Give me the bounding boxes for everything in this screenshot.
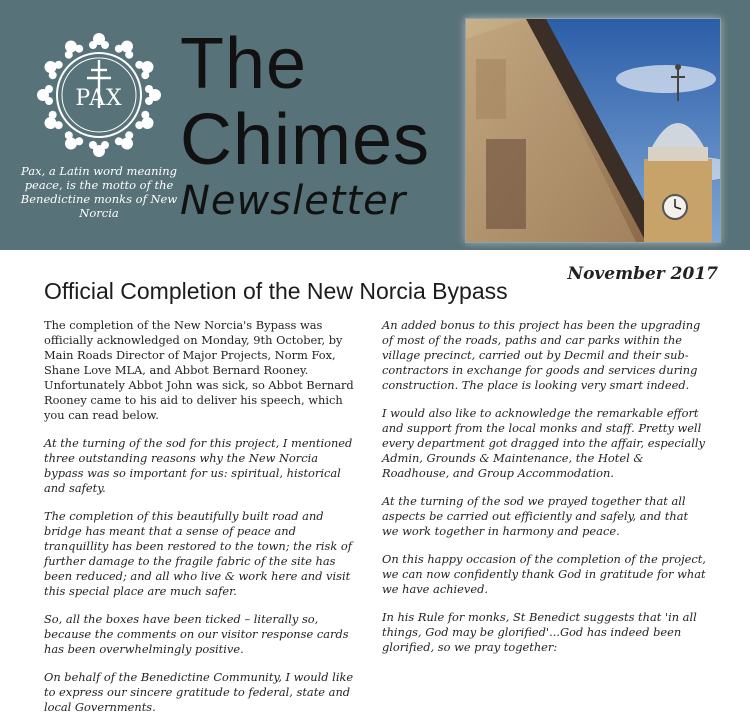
article-paragraph: I would also like to acknowledge the remarkable effort and support from the local monks and staff. Pretty well every department got dragged into the affair, especially Admin, Grounds & Maintenance, the Hotel & Roadhouse, and Group Accommodation. bbox=[382, 406, 705, 480]
article-paragraph: At the turning of the sod for this project, I mentioned three outstanding reasons why the New Norcia bypass was so important for us: spiritual, historical and safety. bbox=[44, 436, 353, 495]
article-paragraph: In his Rule for monks, St Benedict suggests that 'in all things, God may be glorified'...God has indeed been glorified, so we pray together: bbox=[382, 610, 697, 654]
article-paragraph: On behalf of the Benedictine Community, I would like to express our sincere gratitude to federal, state and local Governments. bbox=[44, 670, 354, 714]
article-paragraph: The completion of this beautifully built road and bridge has meant that a sense of peace and tranquillity has been restored to the town; the risk of further damage to the fragile fabric of the site has been reduced; and all who live & work here and visit this special place are much safer. bbox=[44, 509, 352, 598]
motto-text: Pax, a Latin word meaning peace, is the motto of the Benedictine monks of New Norcia bbox=[20, 164, 178, 220]
article-column-right bbox=[382, 318, 708, 668]
article-paragraph: An added bonus to this project has been the upgrading of most of the roads, paths and car parks within the village precinct, carried out by Decmil and their sub-contractors in exchange for goods and services during construction. The place is looking very smart indeed. bbox=[382, 318, 701, 392]
article-headline: Official Completion of the New Norcia Bypass bbox=[44, 278, 508, 304]
article-paragraph: So, all the boxes have been ticked – literally so, because the comments on our visitor response cards has been overwhelmingly positive. bbox=[44, 612, 349, 656]
issue-date: November 2017 bbox=[567, 264, 718, 284]
title-chimes: Chimes bbox=[180, 100, 431, 180]
logo-text: PAX bbox=[75, 86, 123, 111]
church-tower-photo bbox=[465, 18, 721, 243]
article-paragraph: On this happy occasion of the completion of the project, we can now confidently thank God in gratitude for what we have achieved. bbox=[382, 552, 706, 596]
article-intro-paragraph: The completion of the New Norcia's Bypass was officially acknowledged on Monday, 9th October, by Main Roads Director of Major Projects, Norm Fox, Shane Love MLA, and Abbot Bernard Rooney. Unfortunately Abbot John was sick, so Abbot Bernard Rooney came to his aid to deliver his speech, which you can read below. bbox=[44, 318, 354, 422]
title-newsletter: Newsletter bbox=[180, 178, 407, 224]
pax-wreath-logo bbox=[34, 30, 164, 160]
article-column-left bbox=[44, 318, 360, 728]
article-paragraph: At the turning of the sod we prayed together that all aspects be carried out efficiently and safely, and that we work together in harmony and peace. bbox=[382, 494, 689, 538]
masthead bbox=[0, 0, 750, 250]
title-the: The bbox=[180, 24, 308, 104]
